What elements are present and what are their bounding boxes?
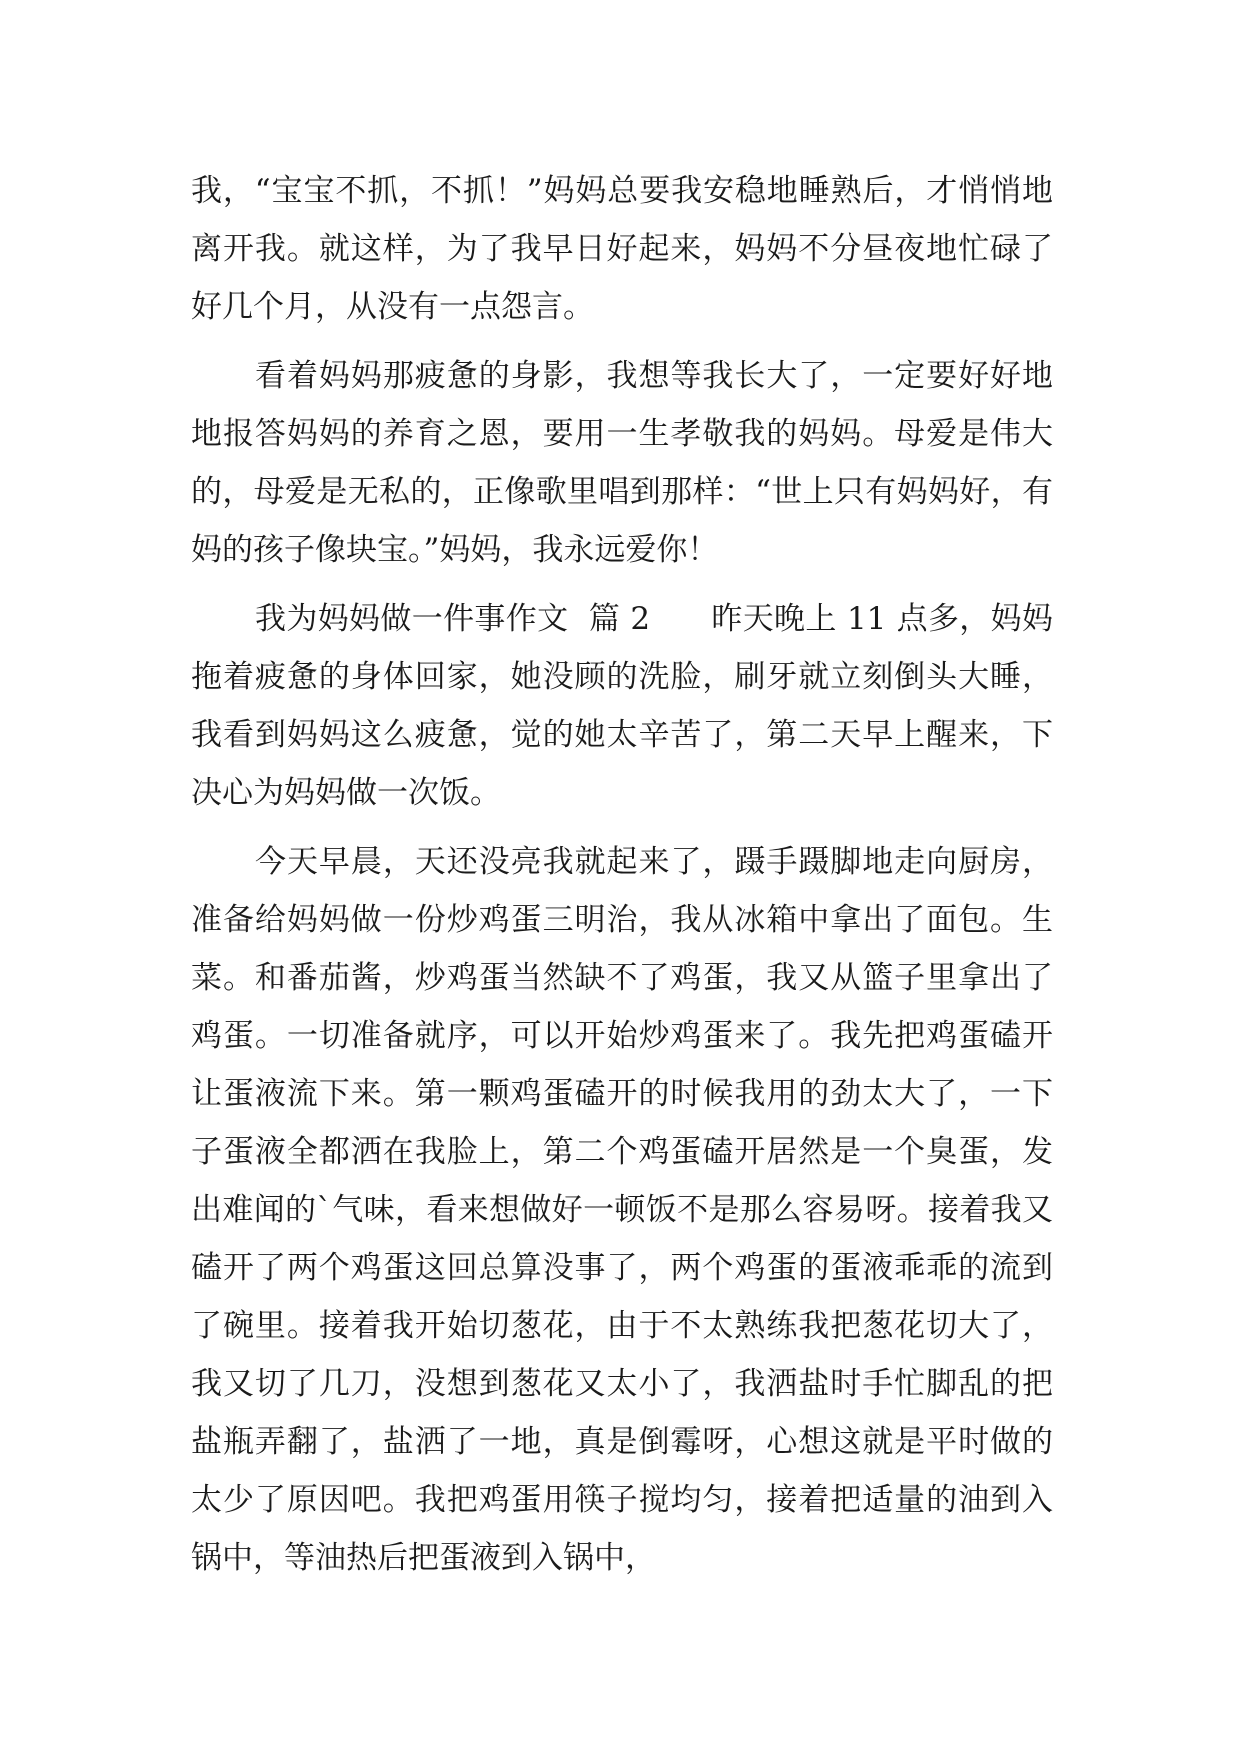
paragraph-mother-love: 看着妈妈那疲惫的身影，我想等我长大了，一定要好好地地报答妈妈的养育之恩，要用一生孝敬我的妈妈。母爱是伟大的，母爱是无私的，正像歌里唱到那样：“世上只有妈妈好，有妈的孩子像块宝。”妈妈，我永远爱你！ xyxy=(191,358,1053,568)
paragraph-cooking: 今天早晨，天还没亮我就起来了，蹑手蹑脚地走向厨房，准备给妈妈做一份炒鸡蛋三明治，我从冰箱中拿出了面包。生菜。和番茄酱，炒鸡蛋当然缺不了鸡蛋，我又从篮子里拿出了鸡蛋。一切准备就序，可以开始炒鸡蛋来了。我先把鸡蛋磕开让蛋液流下来。第一颗鸡蛋磕开的时候我用的劲太大了，一下子蛋液全都洒在我脸上，第二个鸡蛋磕开居然是一个臭蛋，发出难闻的`气味，看来想做好一顿饭不是那么容易呀。接着我又磕开了两个鸡蛋这回总算没事了，两个鸡蛋的蛋液乖乖的流到了碗里。接着我开始切葱花，由于不太熟练我把葱花切大了，我又切了几刀，没想到葱花又太小了，我洒盐时手忙脚乱的把盐瓶弄翻了，盐洒了一地，真是倒霉呀，心想这就是平时做的太少了原因吧。我把鸡蛋用筷子搅均匀，接着把适量的油到入锅中，等油热后把蛋液到入锅中， xyxy=(191,844,1053,1576)
document-body xyxy=(191,162,1053,1598)
paragraph-continuation: 我，“宝宝不抓，不抓！”妈妈总要我安稳地睡熟后，才悄悄地离开我。就这样，为了我早日好起来，妈妈不分昼夜地忙碌了好几个月，从没有一点怨言。 xyxy=(191,173,1053,325)
paragraph-essay-2-intro: 我为妈妈做一件事作文 篇 2 昨天晚上 11 点多，妈妈拖着疲惫的身体回家，她没顾的洗脸，刷牙就立刻倒头大睡，我看到妈妈这么疲惫，觉的她太辛苦了，第二天早上醒来，下决心为妈妈做一次饭。 xyxy=(191,601,1053,811)
